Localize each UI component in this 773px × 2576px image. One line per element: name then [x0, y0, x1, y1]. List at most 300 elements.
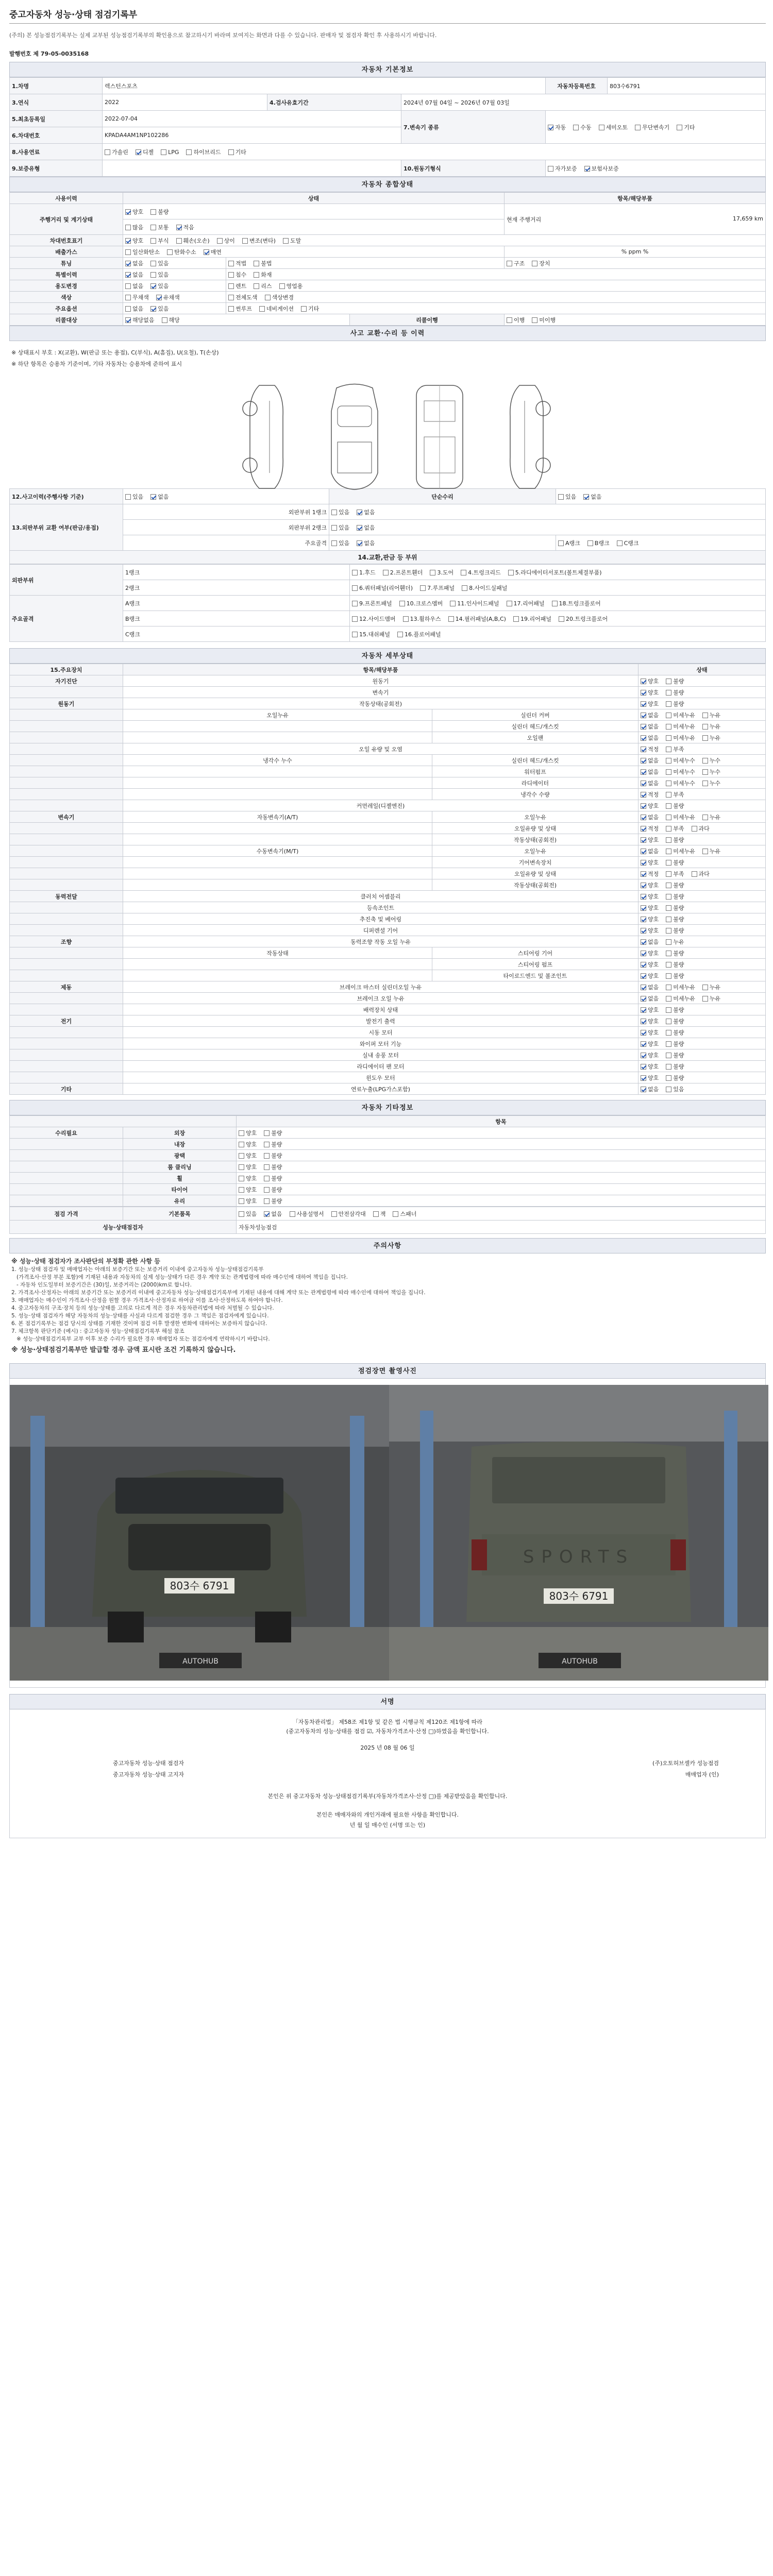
checkbox[interactable] [239, 1211, 244, 1217]
checkbox[interactable] [666, 1007, 671, 1013]
notice-text: (주의) 본 성능점검기록부는 실제 교부된 성능점검기록부의 확인용으로 참고하시기 바라며 보여지는 화면과 다를 수 있습니다. 판매자 및 점검자 확인 후 사용하시기 바랍니다. [9, 32, 437, 39]
other-table [9, 1115, 766, 1207]
checkbox[interactable] [641, 758, 646, 764]
checkbox[interactable] [641, 1007, 646, 1013]
checkbox[interactable] [532, 261, 537, 266]
checkbox[interactable] [352, 616, 358, 622]
detail-part: 오일팬 [432, 732, 638, 743]
checkbox[interactable] [264, 1187, 270, 1193]
checkbox[interactable] [666, 815, 671, 820]
checkbox[interactable] [136, 149, 141, 155]
checkbox[interactable] [228, 261, 234, 266]
checkbox[interactable] [264, 1211, 270, 1217]
checkbox[interactable] [584, 166, 590, 172]
checkbox[interactable] [641, 1019, 646, 1024]
checkbox[interactable] [265, 295, 271, 300]
checkbox[interactable] [352, 585, 358, 591]
checkbox[interactable] [666, 803, 671, 809]
checkbox[interactable] [228, 149, 234, 155]
checkbox[interactable] [666, 837, 671, 843]
detail-item: 추진축 및 베어링 [123, 913, 638, 925]
front-car-image [10, 1385, 389, 1681]
car-right-side-icon [499, 380, 556, 494]
checkbox[interactable] [264, 1130, 270, 1136]
checkbox[interactable] [420, 585, 426, 591]
detail-item: 변속기 [123, 687, 638, 698]
checkbox[interactable] [641, 917, 646, 922]
checkbox[interactable] [507, 317, 512, 323]
checkbox[interactable] [666, 894, 671, 900]
checkbox[interactable] [357, 540, 362, 546]
checkbox[interactable] [641, 1041, 646, 1047]
detail-part: 작동상태(공회전) [432, 834, 638, 845]
checkbox[interactable] [599, 125, 604, 130]
other-options: 양호 불량 [237, 1139, 766, 1150]
checkbox[interactable] [666, 917, 671, 922]
detail-group [10, 743, 123, 755]
row-label: 주행거리 및 계기상태 [10, 204, 123, 235]
checkbox[interactable] [666, 758, 671, 764]
detail-group: 제동 [10, 981, 123, 993]
checkbox[interactable] [125, 225, 131, 230]
detail-row [10, 755, 766, 766]
checkbox[interactable] [228, 295, 234, 300]
checkbox[interactable] [666, 996, 671, 1002]
checkbox[interactable] [641, 826, 646, 832]
detail-row [10, 789, 766, 800]
checkbox[interactable] [641, 849, 646, 854]
checkbox[interactable] [641, 781, 646, 786]
checkbox[interactable] [228, 272, 234, 278]
checkbox[interactable] [666, 826, 671, 832]
detail-item [123, 879, 432, 891]
detail-item: 작동상태 [123, 947, 432, 959]
detail-row [10, 800, 766, 811]
sign-value: 매매업자 (인) [685, 1771, 719, 1778]
detail-group [10, 959, 123, 970]
checkbox[interactable] [552, 601, 558, 606]
note-line: ※ 성능·상태점검기록부 교부 이후 보증 수리가 필요한 경우 매매업자 또는 점검자에게 연락하시기 바랍니다. [11, 1336, 270, 1342]
checkbox[interactable] [373, 1211, 379, 1217]
checkbox[interactable] [702, 849, 708, 854]
checkbox[interactable] [666, 679, 671, 684]
detail-group [10, 902, 123, 913]
rear-car-image [389, 1385, 768, 1681]
checkbox[interactable] [461, 570, 466, 575]
checkbox[interactable] [641, 1030, 646, 1036]
checkbox[interactable] [279, 283, 285, 289]
rank-label: 주요골격 [123, 535, 329, 551]
detail-options: 없음 미세누유 누유 [638, 732, 766, 743]
checkbox[interactable] [242, 238, 248, 244]
detail-options: 양호 불량 [638, 857, 766, 868]
checkbox[interactable] [399, 601, 405, 606]
checkbox[interactable] [666, 849, 671, 854]
checkbox[interactable] [301, 306, 307, 312]
detail-group [10, 766, 123, 777]
checkbox[interactable] [150, 494, 156, 500]
detail-group [10, 879, 123, 891]
car-left-side-icon [239, 380, 295, 494]
checkbox[interactable] [666, 735, 671, 741]
detail-options: 적정 부족 [638, 789, 766, 800]
checkbox[interactable] [617, 540, 623, 546]
checkbox[interactable] [641, 894, 646, 900]
checkbox[interactable] [666, 951, 671, 956]
detail-item [123, 823, 432, 834]
checkbox[interactable] [641, 1087, 646, 1092]
checkbox[interactable] [239, 1164, 244, 1170]
note-line: 1. 성능·상태 점검자 및 매매업자는 아래의 보증기간 또는 보증거리 이내에 중고자동차 성능·상태점검기록부 [11, 1266, 264, 1273]
row-label: 12.사고이력(주행사항 기준) [10, 489, 123, 504]
checkbox[interactable] [666, 871, 671, 877]
checkbox[interactable] [167, 249, 173, 255]
checkbox[interactable] [239, 1198, 244, 1204]
checkbox[interactable] [264, 1153, 270, 1159]
detail-part: 워터펌프 [432, 766, 638, 777]
detail-status-header: 자동차 세부상태 [9, 648, 766, 664]
checkbox[interactable] [259, 306, 265, 312]
checkbox[interactable] [125, 295, 131, 300]
checkbox[interactable] [641, 769, 646, 775]
checkbox[interactable] [176, 238, 182, 244]
detail-item: 디퍼렌셜 기어 [123, 925, 638, 936]
checkbox[interactable] [548, 125, 553, 130]
note-line: 3. 매매업자는 매수인이 가격조사·산정을 원할 경우 가격조사·산정자로 하여금 이를 조사·산정하도록 하여야 합니다. [11, 1297, 283, 1303]
detail-part: 실린더 헤드/개스킷 [432, 755, 638, 766]
checkbox[interactable] [176, 225, 182, 230]
checkbox[interactable] [666, 769, 671, 775]
other-item: 내장 [123, 1139, 237, 1150]
checkbox[interactable] [702, 815, 708, 820]
rear-banner-text: AUTOHUB [562, 1657, 598, 1666]
checkbox[interactable] [641, 701, 646, 707]
checkbox[interactable] [641, 713, 646, 718]
checkbox[interactable] [641, 724, 646, 730]
checkbox[interactable] [264, 1164, 270, 1170]
notes-footer: ※ 성능·상태점검기록부만 발급할 경우 금액 표시란 조건 기록하지 않습니다. [11, 1346, 236, 1354]
checkbox[interactable] [217, 238, 223, 244]
checkbox[interactable] [641, 735, 646, 741]
detail-part: 작동상태(공회전) [432, 879, 638, 891]
checkbox[interactable] [450, 601, 456, 606]
checkbox[interactable] [692, 826, 697, 832]
checkbox[interactable] [677, 125, 682, 130]
emission-units: % ppm % [505, 246, 766, 258]
basic-label: 7.변속기 종류 [401, 111, 546, 144]
checkbox[interactable] [558, 540, 564, 546]
checkbox[interactable] [462, 585, 467, 591]
checkbox[interactable] [666, 883, 671, 888]
checkbox[interactable] [702, 985, 708, 990]
checkbox[interactable] [641, 1053, 646, 1058]
checkbox[interactable] [507, 261, 512, 266]
detail-group [10, 777, 123, 789]
other-footer-table: 점검 가격 기본품목 있음 없음 사용설명서 안전삼각대 잭 스패너 성능·상태점검자 자동차성능점검 [9, 1207, 766, 1234]
checkbox[interactable] [641, 996, 646, 1002]
checkbox[interactable] [448, 616, 454, 622]
checkbox[interactable] [331, 540, 337, 546]
checkbox[interactable] [150, 209, 156, 215]
other-group [10, 1150, 123, 1161]
checkbox[interactable] [641, 962, 646, 968]
basic-info-table [9, 77, 766, 177]
checkbox[interactable] [666, 939, 671, 945]
checkbox[interactable] [666, 1064, 671, 1070]
general-status-header: 자동차 종합상태 [9, 177, 766, 192]
checkbox[interactable] [641, 985, 646, 990]
checkbox[interactable] [548, 166, 553, 172]
front-plate-text: 803수 6791 [170, 1580, 229, 1592]
checkbox[interactable] [430, 570, 435, 575]
checkbox[interactable] [692, 871, 697, 877]
checkbox[interactable] [150, 238, 156, 244]
checkbox[interactable] [239, 1130, 244, 1136]
checkbox[interactable] [666, 1053, 671, 1058]
other-row [10, 1161, 766, 1173]
checkbox[interactable] [403, 616, 409, 622]
checkbox[interactable] [641, 690, 646, 696]
detail-item [123, 766, 432, 777]
checkbox[interactable] [204, 249, 209, 255]
checkbox[interactable] [702, 781, 708, 786]
checkbox[interactable] [150, 225, 156, 230]
checkbox[interactable] [666, 1087, 671, 1092]
checkbox[interactable] [666, 973, 671, 979]
other-item: 휠 [123, 1173, 237, 1184]
checkbox[interactable] [558, 494, 564, 500]
checkbox[interactable] [331, 510, 337, 515]
detail-group [10, 755, 123, 766]
checkbox[interactable] [290, 1211, 295, 1217]
checkbox[interactable] [641, 928, 646, 934]
photos-area [9, 1379, 766, 1688]
damage-table: 12.사고이력(주행사항 기준) 있음 없음 단순수리 있음 없음 13.외판부위 교환 여부(판금/용접) 외판부위 1랭크 있음 없음 외판부위 2랭크 있음 없음 주요골격 있음 없음 A랭크 B랭크 C랭크 [9, 488, 766, 551]
checkbox[interactable] [666, 792, 671, 798]
checkbox[interactable] [125, 317, 131, 323]
detail-row [10, 879, 766, 891]
checkbox[interactable] [641, 860, 646, 866]
detail-options: 양호 불량 [638, 1004, 766, 1015]
checkbox[interactable] [125, 306, 131, 312]
checkbox[interactable] [666, 1030, 671, 1036]
checkbox[interactable] [507, 601, 512, 606]
checkbox[interactable] [156, 295, 162, 300]
car-underbody-icon [406, 380, 473, 494]
other-options: 양호 불량 [237, 1195, 766, 1207]
checkbox[interactable] [666, 928, 671, 934]
detail-row [10, 925, 766, 936]
checkbox[interactable] [702, 735, 708, 741]
rank-label: 1랭크 [123, 565, 350, 580]
checkbox[interactable] [150, 261, 156, 266]
checkbox[interactable] [641, 871, 646, 877]
checkbox[interactable] [352, 570, 358, 575]
checkbox[interactable] [125, 238, 131, 244]
checkbox[interactable] [666, 713, 671, 718]
other-row [10, 1184, 766, 1195]
checkbox[interactable] [666, 905, 671, 911]
detail-options: 적정 부족 과다 [638, 868, 766, 879]
options: 구조 장치 [505, 258, 766, 269]
checkbox[interactable] [573, 125, 579, 130]
detail-table [9, 664, 766, 1095]
checkbox[interactable] [228, 283, 234, 289]
col-header: 항목 [237, 1116, 766, 1127]
checkbox[interactable] [641, 973, 646, 979]
checkbox[interactable] [264, 1176, 270, 1181]
checkbox[interactable] [641, 837, 646, 843]
detail-options: 없음 누유 [638, 936, 766, 947]
checkbox[interactable] [559, 616, 564, 622]
checkbox[interactable] [228, 306, 234, 312]
checkbox[interactable] [254, 283, 259, 289]
checkbox[interactable] [702, 758, 708, 764]
checkbox[interactable] [666, 781, 671, 786]
detail-options: 적정 부족 과다 [638, 823, 766, 834]
checkbox[interactable] [666, 962, 671, 968]
checkbox[interactable] [239, 1142, 244, 1147]
checkbox[interactable] [150, 272, 156, 278]
checkbox[interactable] [508, 570, 514, 575]
basic-value: 2024년 07월 04일 ~ 2026년 07월 03일 [401, 94, 766, 111]
other-group [10, 1161, 123, 1173]
detail-row [10, 936, 766, 947]
photos-header: 점검장면 촬영사진 [9, 1363, 766, 1379]
checkbox[interactable] [331, 1211, 337, 1217]
other-options: 양호 불량 [237, 1173, 766, 1184]
checkbox[interactable] [666, 724, 671, 730]
checkbox[interactable] [357, 510, 362, 515]
checkbox[interactable] [393, 1211, 398, 1217]
checkbox[interactable] [357, 525, 362, 531]
other-group: 수리필요 [10, 1127, 123, 1139]
checkbox[interactable] [352, 632, 358, 637]
checkbox[interactable] [264, 1198, 270, 1204]
checkbox[interactable] [583, 494, 589, 500]
checkbox[interactable] [125, 272, 131, 278]
checkbox[interactable] [702, 769, 708, 775]
checkbox[interactable] [186, 149, 192, 155]
checkbox[interactable] [641, 951, 646, 956]
checkbox[interactable] [641, 1075, 646, 1081]
other-group [10, 1195, 123, 1207]
checkbox[interactable] [641, 815, 646, 820]
detail-options: 양호 불량 [638, 902, 766, 913]
detail-row [10, 766, 766, 777]
checkbox[interactable] [264, 1142, 270, 1147]
checkbox[interactable] [150, 283, 156, 289]
checkbox[interactable] [397, 632, 403, 637]
checkbox[interactable] [641, 939, 646, 945]
checkbox[interactable] [532, 317, 537, 323]
other-row [10, 1139, 766, 1150]
checkbox[interactable] [641, 679, 646, 684]
options: 없음 있음 [123, 280, 226, 292]
row-label: 리콜이행 [350, 314, 505, 326]
detail-item: 시동 모터 [123, 1027, 638, 1038]
checkbox[interactable] [383, 570, 389, 575]
checkbox[interactable] [283, 238, 289, 244]
checkbox[interactable] [635, 125, 641, 130]
checkbox[interactable] [641, 883, 646, 888]
col-header: 사용이력 [10, 193, 123, 204]
detail-options: 양호 불량 [638, 925, 766, 936]
checkbox[interactable] [641, 905, 646, 911]
doc-number-label: 발행번호 [9, 50, 31, 57]
detail-item: 발전기 출력 [123, 1015, 638, 1027]
detail-group: 동력전달 [10, 891, 123, 902]
checkbox[interactable] [254, 272, 259, 278]
checkbox[interactable] [125, 249, 131, 255]
row-label: 주요골격 [10, 596, 123, 642]
detail-row [10, 959, 766, 970]
checkbox[interactable] [125, 283, 131, 289]
checkbox[interactable] [352, 601, 358, 606]
detail-part: 오일유량 및 상태 [432, 823, 638, 834]
checkbox[interactable] [666, 1019, 671, 1024]
basic-label: 6.차대번호 [10, 127, 103, 144]
checkbox[interactable] [513, 616, 519, 622]
checkbox[interactable] [702, 713, 708, 718]
note-line: (가격조사·산정 부분 포함)에 기재된 내용과 자동차의 실제 성능·상태가 다른 경우 계약 또는 관계법령에 따라 매수인에 대하여 책임을 집니다. [11, 1274, 348, 1280]
checkbox[interactable] [587, 540, 593, 546]
options: 양호 불량 [123, 204, 505, 219]
checkbox[interactable] [254, 261, 259, 266]
detail-item: 연료누출(LPG가스포함) [123, 1083, 638, 1095]
detail-options: 없음 미세누유 누유 [638, 709, 766, 721]
checkbox[interactable] [666, 1075, 671, 1081]
checkbox[interactable] [125, 261, 131, 266]
checkbox[interactable] [150, 306, 156, 312]
detail-row [10, 675, 766, 687]
checkbox[interactable] [702, 996, 708, 1002]
checkbox[interactable] [666, 690, 671, 696]
checkbox[interactable] [239, 1176, 244, 1181]
checkbox[interactable] [702, 724, 708, 730]
checkbox[interactable] [162, 317, 167, 323]
checkbox[interactable] [641, 792, 646, 798]
row-label: 13.외판부위 교환 여부(판금/용접) [10, 504, 123, 551]
checkbox[interactable] [641, 803, 646, 809]
checkbox[interactable] [125, 494, 131, 500]
mileage: 현재 주행거리 17,659 km [505, 204, 766, 235]
car-diagram [9, 370, 766, 488]
checkbox[interactable] [666, 985, 671, 990]
checkbox[interactable] [666, 701, 671, 707]
checkbox[interactable] [105, 149, 110, 155]
checkbox[interactable] [641, 747, 646, 752]
options: 이행 미이행 [505, 314, 766, 326]
page-title: 중고자동차 성능·상태 점검기록부 [9, 5, 766, 24]
detail-row [10, 868, 766, 879]
detail-options: 양호 불량 [638, 687, 766, 698]
checkbox[interactable] [666, 747, 671, 752]
col-header: 15.주요장치 [10, 664, 123, 675]
checkbox[interactable] [666, 860, 671, 866]
checkbox[interactable] [161, 149, 166, 155]
checkbox[interactable] [125, 209, 131, 215]
detail-part: 오일누유 [432, 845, 638, 857]
detail-options: 양호 불량 [638, 1061, 766, 1072]
checkbox[interactable] [331, 525, 337, 531]
checkbox[interactable] [641, 1064, 646, 1070]
checkbox[interactable] [666, 1041, 671, 1047]
detail-options: 없음 미세누유 누유 [638, 721, 766, 732]
checkbox[interactable] [239, 1153, 244, 1159]
detail-item: 브레이크 마스터 실린더오일 누유 [123, 981, 638, 993]
checkbox[interactable] [239, 1187, 244, 1193]
